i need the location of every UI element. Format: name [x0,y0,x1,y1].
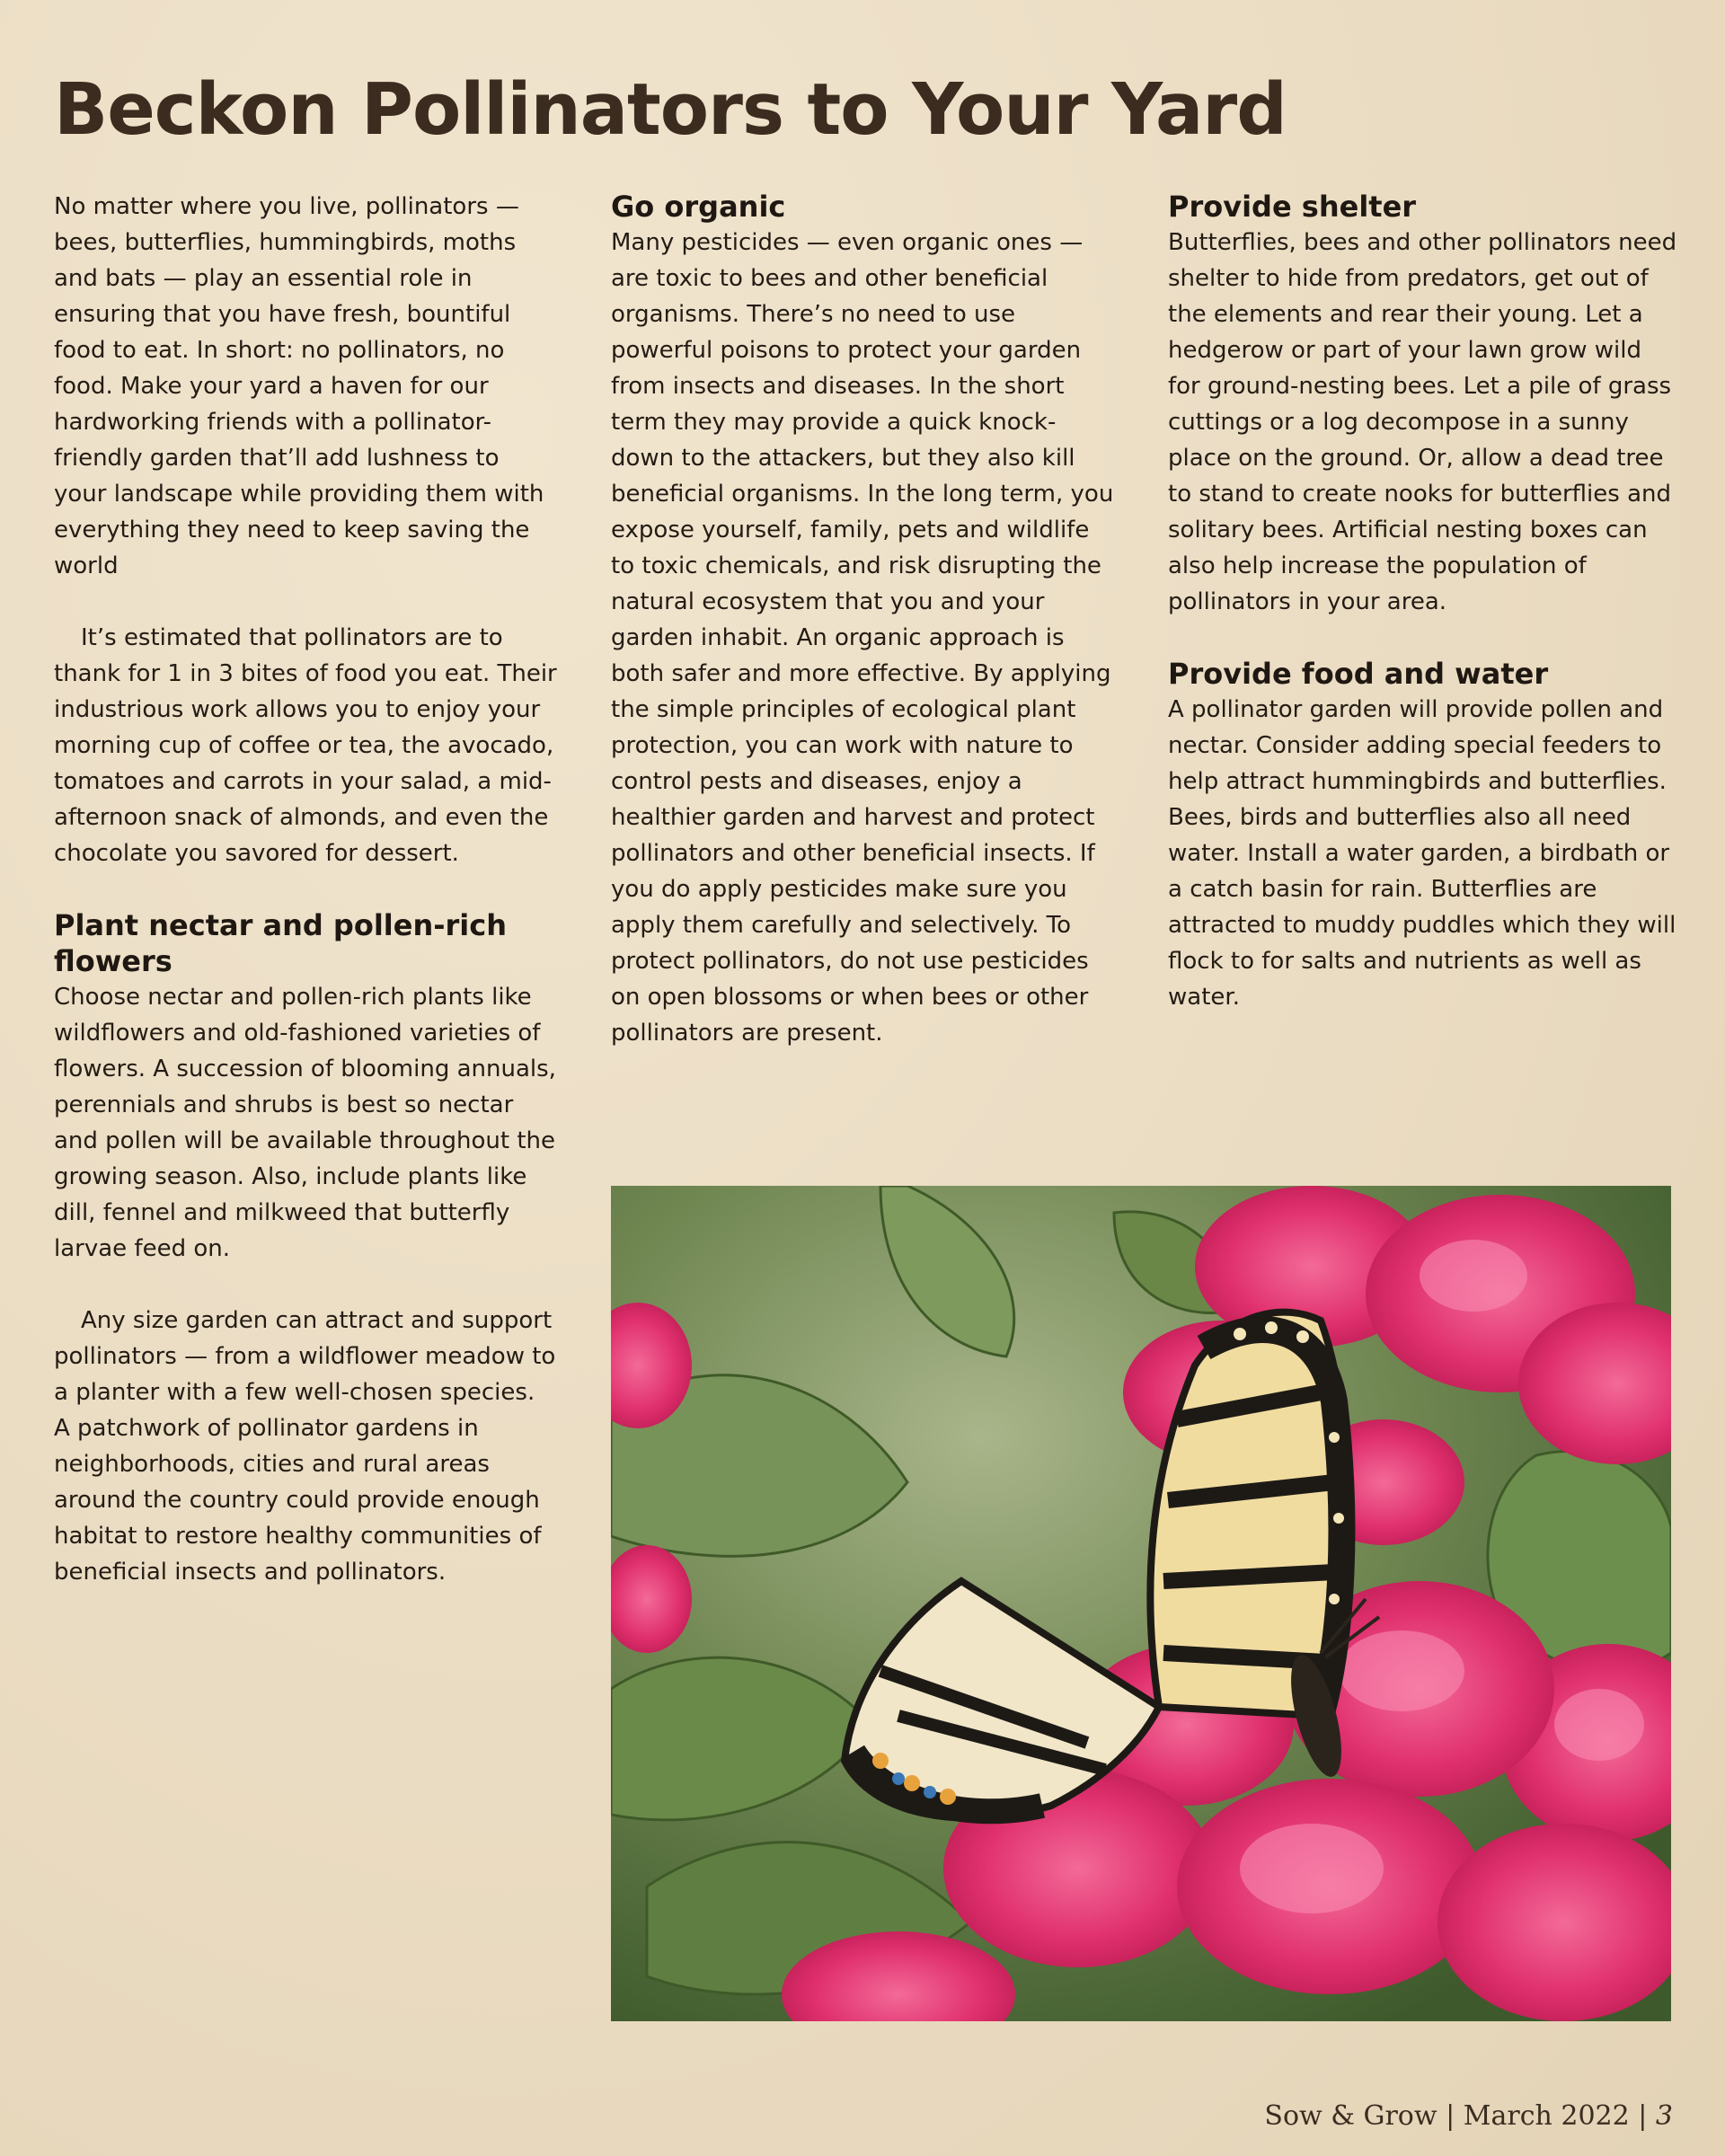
page-footer [1264,2100,1673,2132]
intro-paragraph-1: No matter where you live, pollinators — bees, butterflies, hummingbirds, moths and bats — play an essential role in ensuring that you have fresh, bountiful food to eat. In short: no pollinators, no food. Make your yard a haven for our hardworking friends with a pollinator-friendly garden that’ll add lushness to your landscape while providing them with everything they need to keep saving the world [54,193,544,579]
column-1 [54,189,557,1590]
column-3 [1168,189,1680,1015]
publication-name: Sow & Grow [1264,2100,1438,2132]
issue-date: March 2022 [1463,2100,1630,2132]
section-heading-shelter: Provide shelter [1168,190,1417,224]
page-number: 3 [1655,2100,1673,2132]
page-title: Beckon Pollinators to Your Yard [54,68,1287,151]
butterfly-photo [611,1186,1671,2021]
shelter-paragraph: Butterflies, bees and other pollinators need shelter to hide from predators, get out of the elements and rear their young. Let a hedgerow or part of your lawn grow wild for ground-nesting bees. Let a pile of grass cuttings or a log decompose in a sunny place on the ground. Or, allow a dead tree to stand to create nooks for butterflies and solitary bees. Artificial nesting boxes can also help increase the population of pollinators in your area. [1168,229,1677,615]
intro-paragraph-2: It’s estimated that pollinators are to thank for 1 in 3 bites of food you eat. Their industrious work allows you to enjoy your morning cup of coffee or tea, the avocado, tomatoes and carrots in your salad, a mid-afternoon snack of almonds, and even the chocolate you savored for dessert. [54,624,557,867]
nectar-paragraph-1: Choose nectar and pollen-rich plants like wildflowers and old-fashioned varieties of flowers. A succession of blooming annuals, perennials and shrubs is best so nectar and pollen will be available throughout the growing season. Also, include plants like dill, fennel and milkweed that butterfly larvae feed on. [54,984,556,1262]
butterfly-on-azalea-icon [611,1186,1671,2021]
footer-separator-2: | [1638,2100,1648,2132]
food-water-paragraph: A pollinator garden will provide pollen and nectar. Consider adding special feeders to help attract hummingbirds and butterflies. Bees, birds and butterflies also all need water. Install a water garden, a birdbath or a catch basin for rain. Butterflies are attracted to muddy puddles which they will flock to for salts and nutrients as well as water. [1168,696,1676,1011]
nectar-paragraph-2: Any size garden can attract and support pollinators — from a wildflower meadow to a planter with a few well-chosen species. A patchwork of pollinator gardens in neighborhoods, cities and rural areas around the country could provide enough habitat to restore healthy communities of beneficial insects and pollinators. [54,1307,556,1586]
column-2 [611,189,1114,1051]
footer-separator-1: | [1446,2100,1455,2132]
section-heading-nectar: Plant nectar and pollen-rich flowers [54,908,508,978]
section-heading-food-water: Provide food and water [1168,657,1549,691]
section-heading-organic: Go organic [611,190,786,224]
organic-paragraph: Many pesticides — even organic ones — are toxic to bees and other beneficial organisms. There’s no need to use powerful poisons to protect your garden from insects and diseases. In the short term they may provide a quick knock-down to the attackers, but they also kill beneficial organisms. In the long term, you expose yourself, family, pets and wildlife to toxic chemicals, and risk disrupting the natural ecosystem that you and your garden inhabit. An organic approach is both safer and more effective. By applying the simple principles of ecological plant protection, you can work with nature to control pests and diseases, enjoy a healthier garden and harvest and protect pollinators and other beneficial insects. If you do apply pesticides make sure you apply them carefully and selectively. To protect pollinators, do not use pesticides on open blossoms or when bees or other pollinators are present. [611,229,1114,1047]
